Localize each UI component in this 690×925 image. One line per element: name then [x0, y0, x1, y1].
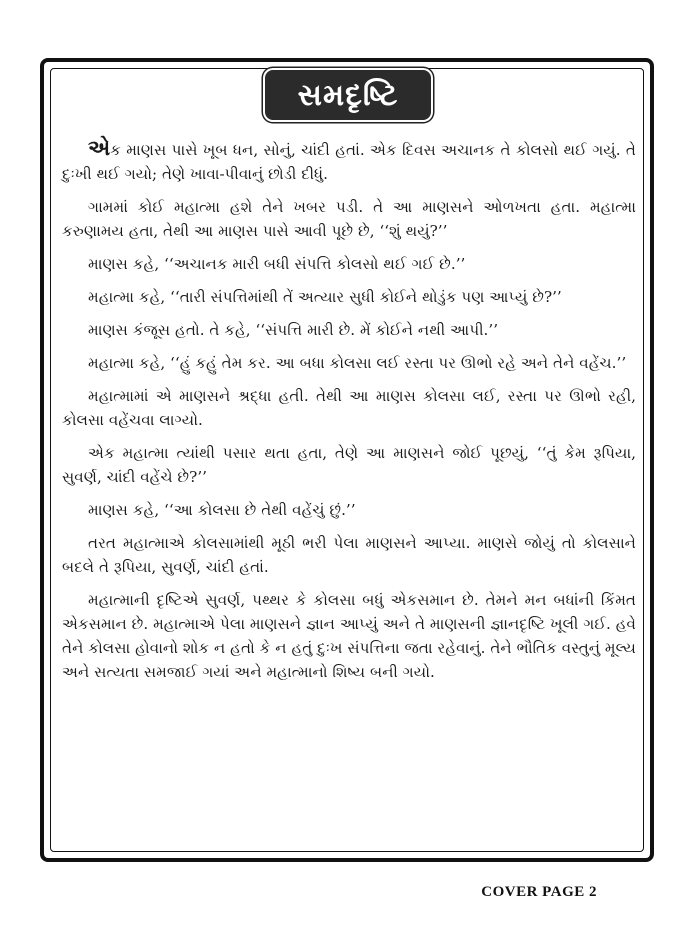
page-title: સમદૃષ્ટિ — [297, 77, 399, 113]
paragraph-2: ગામમાં કોઈ મહાત્મા હશે તેને ખબર પડી. તે આ માણસને ઓળખતા હતા. મહાત્મા કરુણામય હતા, તેથી આ માણસ પાસે આવી પૂછે છે, ‘‘શું થયું?’’ — [62, 198, 636, 240]
paragraph-8: એક મહાત્મા ત્યાંથી પસાર થતા હતા, તેણે આ માણસને જોઈ પૂછયું, ‘‘તું કેમ રૂપિયા, સુવર્ણ, ચાંદી વહેંચે છે?’’ — [62, 444, 636, 486]
paragraph-5: માણસ કંજૂસ હતો. તે કહે, ‘‘સંપત્તિ મારી છે. મેં કોઈને નથી આપી.’’ — [88, 321, 499, 339]
paragraph-1 — [62, 136, 636, 186]
story-body — [62, 136, 636, 693]
paragraph-1-text: ક માણસ પાસે ખૂબ ધન, સોનું, ચાંદી હતાં. એક દિવસ અચાનક તે કોલસો થઈ ગયું. તે દુઃખી થઈ ગયો; તેણે ખાવા-પીવાનું છોડી દીધું. — [62, 141, 636, 183]
paragraph-3: માણસ કહે, ‘‘અચાનક મારી બધી સંપત્તિ કોલસો થઈ ગઈ છે.’’ — [88, 255, 466, 273]
paragraph-6: મહાત્મા કહે, ‘‘હું કહું તેમ કર. આ બધા કોલસા લઈ રસ્તા પર ઊભો રહે અને તેને વહેંચ.’’ — [88, 354, 627, 372]
drop-cap: એ — [88, 135, 111, 160]
paragraph-9: માણસ કહે, ‘‘આ કોલસા છે તેથી વહેંચું છું.’’ — [88, 501, 356, 519]
paragraph-4: મહાત્મા કહે, ‘‘તારી સંપત્તિમાંથી તેં અત્યાર સુધી કોઈને થોડુંક પણ આપ્યું છે?’’ — [88, 288, 562, 306]
paragraph-10: તરત મહાત્માએ કોલસામાંથી મૂઠી ભરી પેલા માણસને આપ્યા. માણસે જોયું તો કોલસાને બદલે તે રૂપિયા, સુવર્ણ, ચાંદી હતાં. — [62, 534, 636, 576]
paragraph-7: મહાત્મામાં એ માણસને શ્રદ્ધા હતી. તેથી આ માણસ કોલસા લઈ, રસ્તા પર ઊભો રહી, કોલસા વહેંચવા લાગ્યો. — [62, 387, 636, 429]
paragraph-11: મહાત્માની દૃષ્ટિએ સુવર્ણ, પથ્થર કે કોલસા બધું એકસમાન છે. તેમને મન બધાંની કિંમત એકસમાન છે. મહાત્માએ પેલા માણસને જ્ઞાન આપ્યું અને તે માણસની જ્ઞાનદૃષ્ટિ ખૂલી ગઈ. હવે તેને કોલસા હોવાનો શોક ન હતો કે ન હતું દુઃખ સંપત્તિના જતા રહેવાનું. તેને ભૌતિક વસ્તુનું મૂલ્ય અને સત્યતા સમજાઈ ગયાં અને મહાત્માનો શિષ્ય બની ગયો. — [62, 591, 636, 681]
title-banner — [265, 70, 431, 120]
page-footer: COVER PAGE 2 — [481, 884, 597, 900]
